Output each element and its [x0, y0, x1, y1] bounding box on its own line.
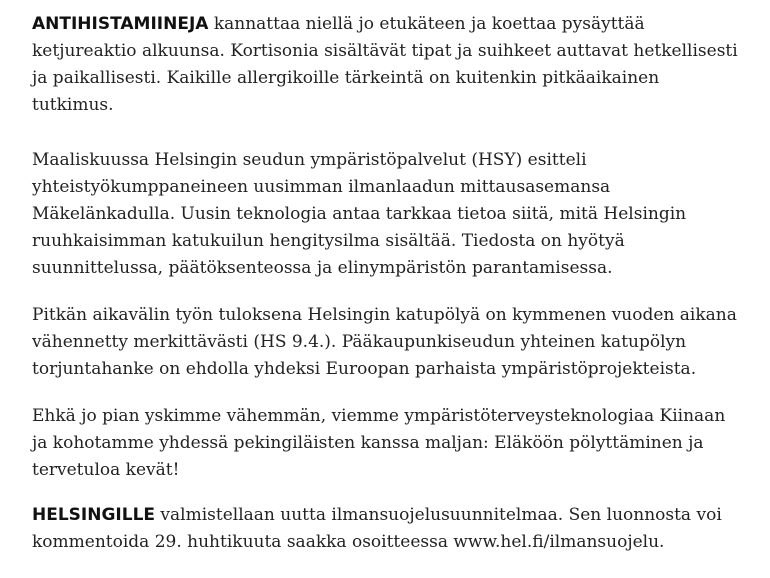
article-body — [32, 11, 742, 578]
paragraph-text: Ehkä jo pian yskimme vähemmän, viemme ympäristöterveysteknologiaa Kiinaan ja kohotamme yhdessä pekingiläisten kanssa maljan: Eläköön pölyttäminen ja tervetuloa kevät! — [32, 406, 726, 480]
paragraph-lead-word: HELSINGILLE — [32, 505, 156, 525]
paragraph-helsinki-plan — [32, 502, 742, 556]
paragraph-text: Maaliskuussa Helsingin seudun ympäristöpalvelut (HSY) esitteli yhteistyökumppaneineen uusimman ilmanlaadun mittausasemansa Mäkelänkadulla. Uusin teknologia antaa tarkkaa tietoa siitä, mitä Helsingin ruuhkaisimman katukuilun hengitysilma sisältää. Tiedosta on hyötyä suunnittelussa, päätöksenteossa ja elinympäristön parantamisessa. — [32, 150, 687, 278]
paragraph-text: kannattaa niellä jo etukäteen ja koettaa pysäyttää ketjureaktio alkuunsa. Kortisonia sisältävät tipat ja suihkeet auttavat hetkellisesti ja paikallisesti. Kaikille allergikoille tärkeintä on kuitenkin pitkäaikainen tutkimus. — [32, 14, 738, 115]
paragraph-lead-word: ANTIHISTAMIINEJA — [32, 14, 209, 34]
paragraph-text: Pitkän aikavälin työn tuloksena Helsingin katupölyä on kymmenen vuoden aikana vähennetty merkittävästi (HS 9.4.). Pääkaupunkiseudun yhteinen katupölyn torjuntahanke on ehdolla yhdeksi Euroopan parhaista ympäristöprojekteista. — [32, 305, 737, 379]
paragraph-text: valmistellaan uutta ilmansuojelusuunnitelmaa. Sen luonnosta voi kommentoida 29. huhtikuuta saakka osoitteessa www.hel.fi/ilmansuojelu. — [32, 505, 722, 552]
paragraph-antihistamines — [32, 11, 742, 119]
paragraph-street-dust — [32, 302, 742, 383]
paragraph-closing-toast — [32, 403, 742, 484]
paragraph-hsy-station — [32, 147, 742, 282]
